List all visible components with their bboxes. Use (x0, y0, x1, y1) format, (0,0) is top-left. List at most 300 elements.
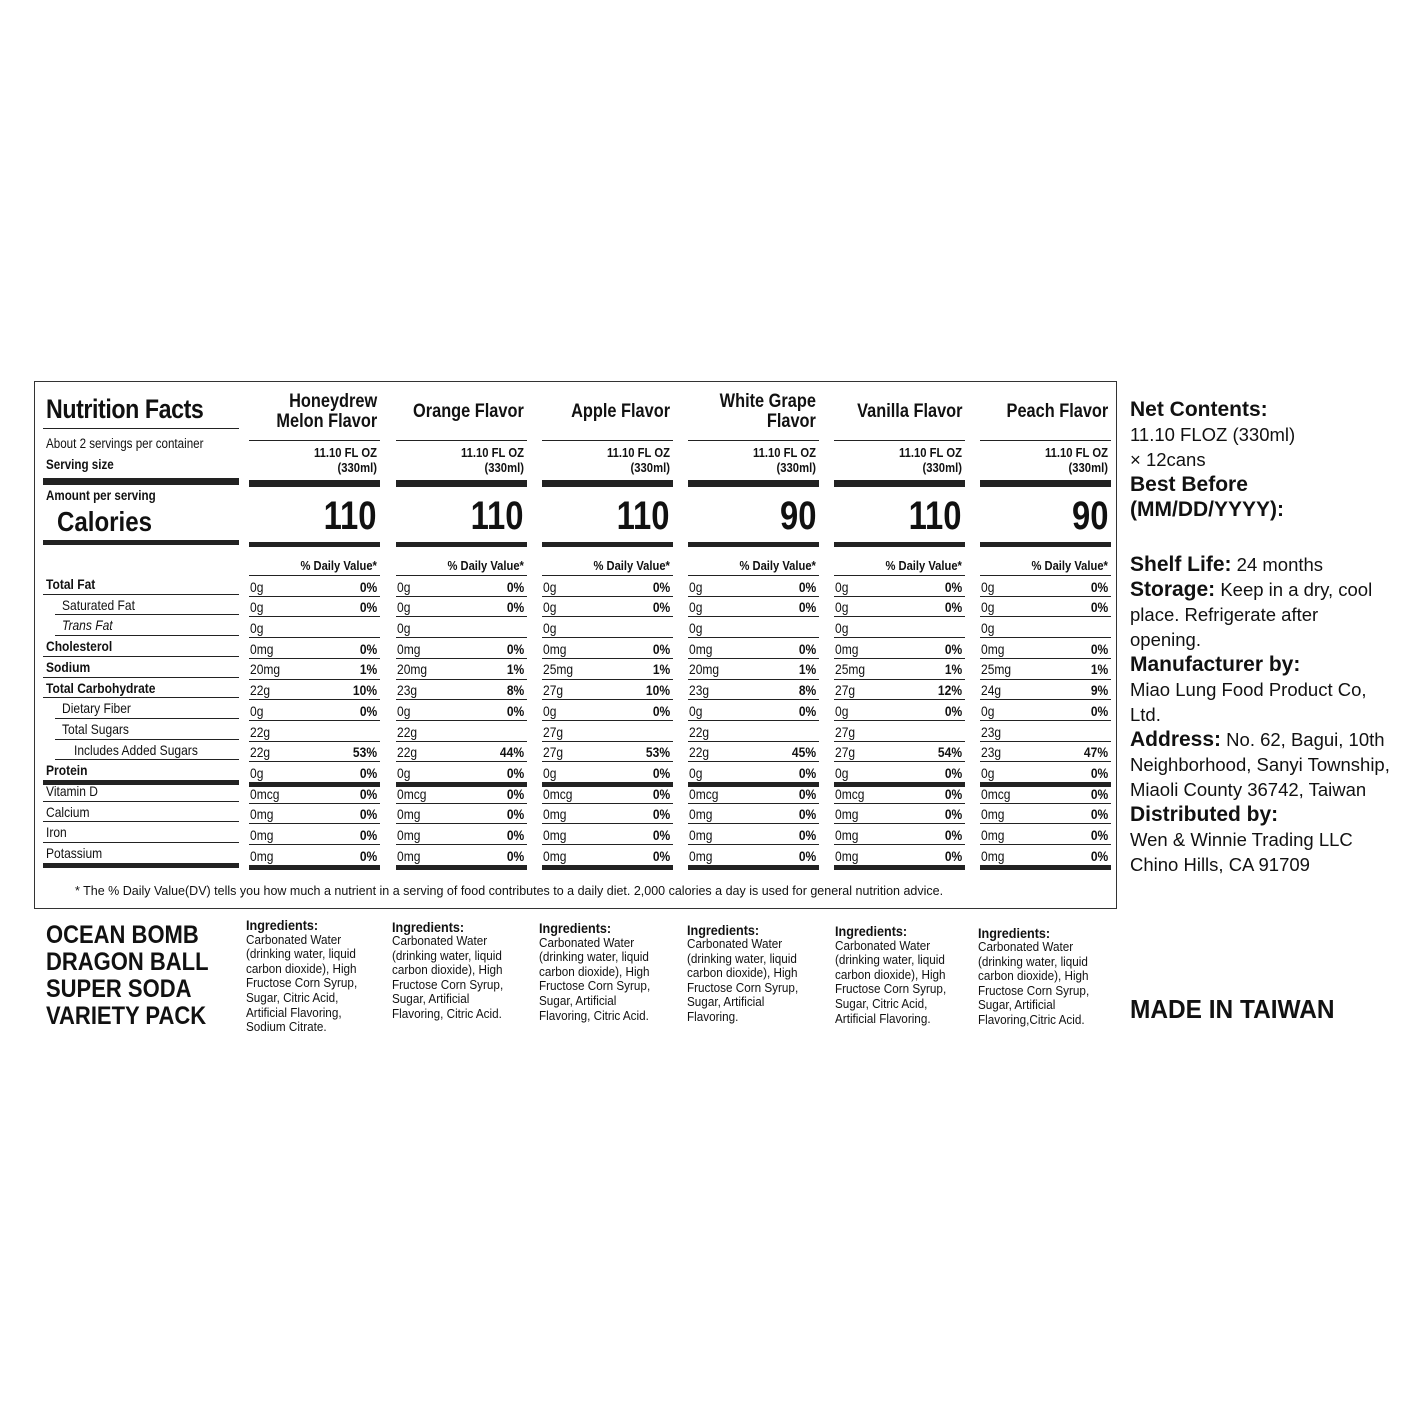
nutrient-row (688, 721, 819, 742)
nutrient-row (980, 597, 1111, 618)
column-bottom-rule (834, 865, 965, 870)
calories-thick-rule (542, 542, 673, 547)
nutrient-daily-value: 0% (359, 578, 377, 595)
nutrient-amount: 0g (689, 578, 703, 595)
nutrient-row (688, 742, 819, 763)
ingredients-label: Ingredients: (539, 920, 612, 936)
nutrient-daily-value: 0% (652, 806, 670, 823)
nutrient-amount: 0mg (543, 827, 567, 844)
nutrient-daily-value: 0% (798, 702, 816, 719)
nutrient-daily-value: 44% (499, 744, 524, 761)
nutrient-amount: 24g (981, 682, 1002, 699)
serving-size-value: 11.10 FL OZ (330ml) (607, 446, 670, 475)
storage-label: Storage: (1130, 578, 1216, 601)
nutrient-row (980, 680, 1111, 701)
nutrient-amount: 20mg (250, 661, 281, 678)
nutrient-row (249, 617, 380, 638)
daily-value-header: % Daily Value* (300, 558, 377, 573)
made-in-label: MADE IN TAIWAN (1130, 994, 1335, 1024)
nutrient-row (249, 638, 380, 659)
nutrient-row (834, 617, 965, 638)
nutrient-row (396, 659, 527, 680)
nutrient-daily-value: 0% (359, 847, 377, 864)
ingredients-block (246, 918, 372, 1035)
nutrient-daily-value: 0% (506, 640, 524, 657)
nutrient-daily-value: 0% (944, 827, 962, 844)
flavor-column (688, 382, 819, 882)
flavor-title-rule (688, 440, 819, 441)
ingredients-label: Ingredients: (978, 924, 1051, 941)
nutrient-daily-value: 0% (798, 640, 816, 657)
nutrient-label-rule (55, 614, 239, 615)
flavor-title-rule (980, 440, 1111, 441)
nutrient-amount: 23g (981, 744, 1002, 761)
daily-value-header: % Daily Value* (1031, 558, 1108, 573)
nutrient-amount: 20mg (397, 661, 428, 678)
nutrient-amount: 0g (397, 764, 411, 781)
nutrient-amount: 0mg (835, 827, 859, 844)
nutrient-row (542, 845, 673, 866)
nutrient-daily-value: 0% (1090, 827, 1108, 844)
nutrient-row (542, 783, 673, 804)
nutrient-row (249, 762, 380, 783)
nutrient-daily-value: 47% (1083, 744, 1108, 761)
nutrient-amount: 0mg (689, 847, 713, 864)
nutrient-row (396, 721, 527, 742)
nutrient-row (396, 680, 527, 701)
serving-thick-rule (249, 480, 380, 487)
calories-thick-rule (249, 542, 380, 547)
ingredients-text: Carbonated Water (drinking water, liquid carbon dioxide), High Fructose Corn Syrup, Sugar, Artificial Flavoring, Citric Acid. (392, 933, 504, 1022)
nutrient-daily-value: 0% (359, 764, 377, 781)
nutrient-row (249, 576, 380, 597)
flavor-name: Peach Flavor (1006, 401, 1108, 422)
calories-thick-rule (396, 542, 527, 547)
nutrient-label: Cholesterol (46, 638, 113, 655)
nutrient-amount: 0g (981, 620, 995, 637)
nutrient-amount: 0g (981, 578, 995, 595)
daily-value-header: % Daily Value* (593, 558, 670, 573)
nutrient-daily-value: 0% (1090, 764, 1108, 781)
calories-thick-rule (834, 542, 965, 547)
nutrient-label-rule (43, 677, 239, 678)
nutrient-amount: 0mcg (835, 785, 865, 802)
nutrient-label: Includes Added Sugars (74, 741, 198, 758)
nutrient-row (980, 762, 1111, 783)
nutrient-amount: 0g (397, 620, 411, 637)
nutrient-daily-value: 0% (1090, 806, 1108, 823)
serving-thick-rule (396, 480, 527, 487)
nutrient-amount: 0g (543, 702, 557, 719)
best-before-format: (MM/DD/YYYY): (1130, 498, 1284, 521)
flavor-title-rule (249, 440, 380, 441)
calories-thick-rule (980, 542, 1111, 547)
nutrient-row (980, 659, 1111, 680)
nutrient-row (396, 597, 527, 618)
nutrient-amount: 0mg (397, 827, 421, 844)
nutrient-amount: 0mg (250, 847, 274, 864)
daily-value-header: % Daily Value* (739, 558, 816, 573)
nutrient-amount: 27g (835, 723, 856, 740)
nutrient-row (834, 597, 965, 618)
nutrient-amount: 0mg (543, 806, 567, 823)
nutrient-row (688, 824, 819, 845)
nutrient-daily-value: 0% (1090, 578, 1108, 595)
nutrient-daily-value: 1% (506, 661, 524, 678)
nutrient-row (542, 659, 673, 680)
nutrient-daily-value: 54% (937, 744, 962, 761)
nutrient-daily-value: 0% (359, 640, 377, 657)
nutrient-amount: 0g (835, 599, 849, 616)
nutrient-row (542, 700, 673, 721)
nutrient-daily-value: 0% (506, 702, 524, 719)
nutrient-daily-value: 0% (506, 827, 524, 844)
serving-size-value: 11.10 FL OZ (330ml) (1045, 446, 1108, 475)
nutrient-amount: 0mg (835, 640, 859, 657)
serving-thick-rule (980, 480, 1111, 487)
nutrient-amount: 0mg (689, 806, 713, 823)
nutrient-amount: 27g (835, 682, 856, 699)
nutrient-amount: 0mcg (250, 785, 280, 802)
nutrient-amount: 0g (981, 764, 995, 781)
nutrient-amount: 0mg (397, 847, 421, 864)
nutrient-daily-value: 0% (1090, 785, 1108, 802)
daily-value-header: % Daily Value* (885, 558, 962, 573)
nutrient-row (834, 700, 965, 721)
nutrient-amount: 0mg (981, 806, 1005, 823)
nutrient-row (688, 700, 819, 721)
serving-thick-rule (688, 480, 819, 487)
nutrition-facts-panel (34, 381, 1117, 909)
nutrient-amount: 0mg (397, 806, 421, 823)
calories-value: 110 (324, 494, 377, 538)
nutrient-label-rule (43, 821, 239, 822)
nutrient-daily-value: 0% (652, 764, 670, 781)
distributed-by-label: Distributed by: (1130, 803, 1279, 826)
nutrient-row (834, 783, 965, 804)
address-label: Address: (1130, 728, 1222, 751)
nutrient-daily-value: 0% (506, 785, 524, 802)
nutrient-row (542, 597, 673, 618)
column-bottom-rule (980, 865, 1111, 870)
nutrient-row (249, 680, 380, 701)
nutrient-amount: 0mg (250, 827, 274, 844)
nutrient-row (396, 783, 527, 804)
nutrient-amount: 0g (397, 578, 411, 595)
nutrient-amount: 0mg (835, 806, 859, 823)
nutrient-amount: 0g (835, 620, 849, 637)
nutrient-amount: 0g (250, 599, 264, 616)
nutrient-row (396, 638, 527, 659)
address-value: No. 62, Bagui, 10th Neighborhood, Sanyi Township, Miaoli County 36742, Taiwan (1130, 729, 1390, 800)
nutrient-row (688, 783, 819, 804)
nutrient-daily-value: 8% (798, 682, 816, 699)
nutrient-row (542, 680, 673, 701)
nutrient-label: Total Sugars (62, 720, 129, 737)
nutrient-label: Dietary Fiber (62, 700, 131, 717)
nutrient-amount: 0mg (981, 827, 1005, 844)
nutrient-daily-value: 0% (944, 599, 962, 616)
net-contents-value: 11.10 FLOZ (330ml) (1130, 424, 1296, 445)
servings-per-container: About 2 servings per container (46, 436, 204, 451)
nutrient-row (980, 617, 1111, 638)
nutrient-row (688, 597, 819, 618)
nutrient-daily-value: 1% (359, 661, 377, 678)
nutrient-row (688, 804, 819, 825)
nutrient-daily-value: 0% (652, 827, 670, 844)
nutrient-daily-value: 0% (359, 806, 377, 823)
nutrient-row (688, 576, 819, 597)
flavor-name: Orange Flavor (413, 401, 524, 422)
nutrition-facts-title: Nutrition Facts (46, 394, 204, 424)
nutrient-row (834, 659, 965, 680)
nutrient-daily-value: 9% (1090, 682, 1108, 699)
nutrient-row (396, 700, 527, 721)
nutrient-amount: 0g (250, 620, 264, 637)
ingredients-label: Ingredients: (392, 918, 465, 935)
nutrient-daily-value: 0% (359, 599, 377, 616)
nutrient-row (396, 617, 527, 638)
nutrient-label: Trans Fat (62, 617, 113, 634)
flavor-title-rule (834, 440, 965, 441)
nutrient-daily-value: 0% (359, 785, 377, 802)
nutrient-row (980, 700, 1111, 721)
daily-value-footnote: * The % Daily Value(DV) tells you how much a nutrient in a serving of food contributes to a daily diet. 2,000 calories a day is used for general nutrition advice. (75, 884, 944, 898)
nutrient-row (396, 804, 527, 825)
nutrient-amount: 0g (835, 764, 849, 781)
nutrient-row (396, 742, 527, 763)
nutrient-label: Iron (46, 824, 67, 841)
ingredients-block (392, 920, 518, 1022)
nutrient-row (688, 762, 819, 783)
nutrient-row (396, 762, 527, 783)
nutrient-row (249, 742, 380, 763)
nutrient-daily-value: 0% (944, 578, 962, 595)
serving-size-value: 11.10 FL OZ (330ml) (899, 446, 962, 475)
nutrient-amount: 0g (543, 620, 557, 637)
nutrient-row (834, 576, 965, 597)
nutrient-daily-value: 0% (944, 847, 962, 864)
flavor-name: Apple Flavor (571, 401, 670, 422)
nutrient-daily-value: 0% (652, 785, 670, 802)
nutrient-daily-value: 10% (352, 682, 377, 699)
nutrient-label-rule (55, 759, 239, 760)
nutrient-row (980, 576, 1111, 597)
nutrient-label-rule (43, 656, 239, 657)
nutrient-amount: 22g (250, 723, 271, 740)
nutrient-daily-value: 0% (652, 599, 670, 616)
flavor-column (249, 382, 380, 882)
column-bottom-rule (396, 865, 527, 870)
nutrient-daily-value: 0% (944, 764, 962, 781)
package-count: × 12cans (1130, 449, 1206, 470)
nutrient-row (688, 680, 819, 701)
calories-thick-rule (43, 540, 239, 545)
nutrient-daily-value: 0% (798, 599, 816, 616)
ingredients-block (978, 926, 1104, 1028)
nutrient-amount: 20mg (689, 661, 720, 678)
nutrient-daily-value: 0% (798, 806, 816, 823)
ingredients-text: Carbonated Water (drinking water, liquid carbon dioxide), High Fructose Corn Syrup, Sugar, Citric Acid, Artificial Flavoring, Sodium Citrate. (246, 931, 358, 1035)
column-bottom-rule (688, 865, 819, 870)
nutrient-row (542, 721, 673, 742)
nutrient-row (834, 804, 965, 825)
nutrient-amount: 27g (543, 744, 564, 761)
shelf-life-label: Shelf Life: (1130, 553, 1232, 576)
nutrient-amount: 0mg (981, 847, 1005, 864)
nutrient-amount: 0g (835, 702, 849, 719)
nutrient-amount: 0mg (689, 827, 713, 844)
nutrient-daily-value: 0% (798, 827, 816, 844)
nutrient-daily-value: 0% (798, 785, 816, 802)
nutrient-daily-value: 12% (937, 682, 962, 699)
nutrient-row (834, 742, 965, 763)
nutrient-amount: 0g (397, 599, 411, 616)
nutrient-row (542, 742, 673, 763)
nutrient-row (980, 804, 1111, 825)
nutrient-amount: 0mcg (981, 785, 1011, 802)
nutrient-amount: 0mg (981, 640, 1005, 657)
nutrient-row (249, 845, 380, 866)
ingredients-label: Ingredients: (687, 921, 760, 938)
nutrient-amount: 0g (689, 764, 703, 781)
nutrient-amount: 25mg (835, 661, 866, 678)
calories-value: 90 (779, 494, 816, 538)
nutrient-row (980, 783, 1111, 804)
nutrient-amount: 22g (250, 744, 271, 761)
nutrient-label-rule (55, 635, 239, 636)
nutrient-daily-value: 1% (652, 661, 670, 678)
nutrient-daily-value: 45% (791, 744, 816, 761)
nutrient-row (249, 804, 380, 825)
calories-value: 110 (909, 494, 962, 538)
nutrient-amount: 0mg (543, 847, 567, 864)
nutrient-row (396, 576, 527, 597)
nutrient-row (980, 721, 1111, 742)
label-bottom-rule (43, 863, 239, 868)
nutrient-amount: 0mg (689, 640, 713, 657)
nutrient-row (688, 659, 819, 680)
flavor-title-rule (396, 440, 527, 441)
nutrient-daily-value: 1% (798, 661, 816, 678)
serving-size-value: 11.10 FL OZ (330ml) (753, 446, 816, 475)
nutrient-row (542, 824, 673, 845)
nutrient-amount: 0g (250, 764, 264, 781)
nutrient-label: Vitamin D (46, 783, 98, 799)
nutrient-label-rule (55, 718, 239, 719)
nutrient-label: Total Fat (46, 576, 96, 592)
nutrient-daily-value: 1% (944, 661, 962, 678)
nutrient-row (688, 638, 819, 659)
nutrient-amount: 0g (689, 620, 703, 637)
manufacturer-value: Miao Lung Food Product Co, Ltd. (1130, 679, 1367, 725)
nutrient-daily-value: 0% (944, 702, 962, 719)
distributor-location: Chino Hills, CA 91709 (1130, 854, 1310, 875)
nutrient-amount: 0g (250, 702, 264, 719)
nutrient-row (542, 576, 673, 597)
nutrient-amount: 25mg (981, 661, 1012, 678)
flavor-column (834, 382, 965, 882)
nutrient-row (249, 721, 380, 742)
column-bottom-rule (249, 865, 380, 870)
nutrient-row (834, 824, 965, 845)
flavor-column (542, 382, 673, 882)
nutrient-amount: 0g (543, 599, 557, 616)
nutrient-amount: 27g (835, 744, 856, 761)
nutrient-amount: 0g (689, 702, 703, 719)
ingredients-text: Carbonated Water (drinking water, liquid carbon dioxide), High Fructose Corn Syrup, Sugar, Artificial Flavoring, Citric Acid. (539, 934, 651, 1023)
distributor-name: Wen & Winnie Trading LLC (1130, 829, 1353, 850)
nutrient-daily-value: 1% (1090, 661, 1108, 678)
nutrient-amount: 23g (397, 682, 418, 699)
nutrient-row (249, 824, 380, 845)
flavor-title-rule (542, 440, 673, 441)
nutrient-row (980, 742, 1111, 763)
flavor-name: White Grape Flavor (719, 391, 816, 432)
nutrient-daily-value: 0% (1090, 599, 1108, 616)
nutrient-amount: 22g (397, 723, 418, 740)
nutrient-label: Protein (46, 762, 88, 779)
calories-value: 110 (471, 494, 524, 538)
serving-thick-rule (834, 480, 965, 487)
nutrient-amount: 25mg (543, 661, 574, 678)
nutrient-row (249, 597, 380, 618)
title-rule (43, 428, 239, 429)
nutrient-daily-value: 0% (652, 702, 670, 719)
nutrient-daily-value: 53% (352, 744, 377, 761)
product-name: OCEAN BOMB DRAGON BALL SUPER SODA VARIETY PACK (46, 921, 209, 1030)
nutrient-daily-value: 0% (506, 599, 524, 616)
nutrient-row (980, 845, 1111, 866)
nutrient-label-rule (55, 739, 239, 740)
amount-per-serving: Amount per serving (46, 488, 156, 503)
nutrient-row (688, 617, 819, 638)
nutrient-daily-value: 0% (944, 785, 962, 802)
nutrient-daily-value: 0% (798, 847, 816, 864)
daily-value-header: % Daily Value* (447, 558, 524, 573)
nutrient-amount: 22g (689, 723, 710, 740)
nutrient-daily-value: 0% (652, 578, 670, 595)
nutrient-row (542, 804, 673, 825)
manufacturer-label: Manufacturer by: (1130, 653, 1301, 676)
nutrient-row (834, 762, 965, 783)
flavor-name: Honeydrew Melon Flavor (276, 391, 377, 432)
nutrient-row (542, 617, 673, 638)
nutrient-amount: 0g (981, 599, 995, 616)
nutrient-daily-value: 0% (1090, 847, 1108, 864)
nutrient-daily-value: 0% (359, 827, 377, 844)
nutrient-amount: 0g (543, 764, 557, 781)
nutrient-label-rule (43, 801, 239, 802)
flavor-name: Vanilla Flavor (856, 401, 962, 422)
nutrient-label: Saturated Fat (62, 596, 135, 613)
calories-value: 90 (1071, 494, 1108, 538)
nutrient-amount: 0mg (835, 847, 859, 864)
nutrient-daily-value: 0% (944, 640, 962, 657)
nutrient-amount: 0mg (250, 806, 274, 823)
ingredients-block (539, 921, 665, 1023)
storage-value: Keep in a dry, cool place. Refrigerate after opening. (1130, 579, 1373, 650)
nutrient-daily-value: 10% (645, 682, 670, 699)
nutrient-daily-value: 0% (506, 847, 524, 864)
nutrient-label-rule (43, 594, 239, 595)
ingredients-block (687, 923, 813, 1025)
nutrient-amount: 0g (689, 599, 703, 616)
nutrient-row (980, 824, 1111, 845)
nutrient-daily-value: 0% (798, 764, 816, 781)
nutrient-row (980, 638, 1111, 659)
nutrient-amount: 23g (981, 723, 1002, 740)
